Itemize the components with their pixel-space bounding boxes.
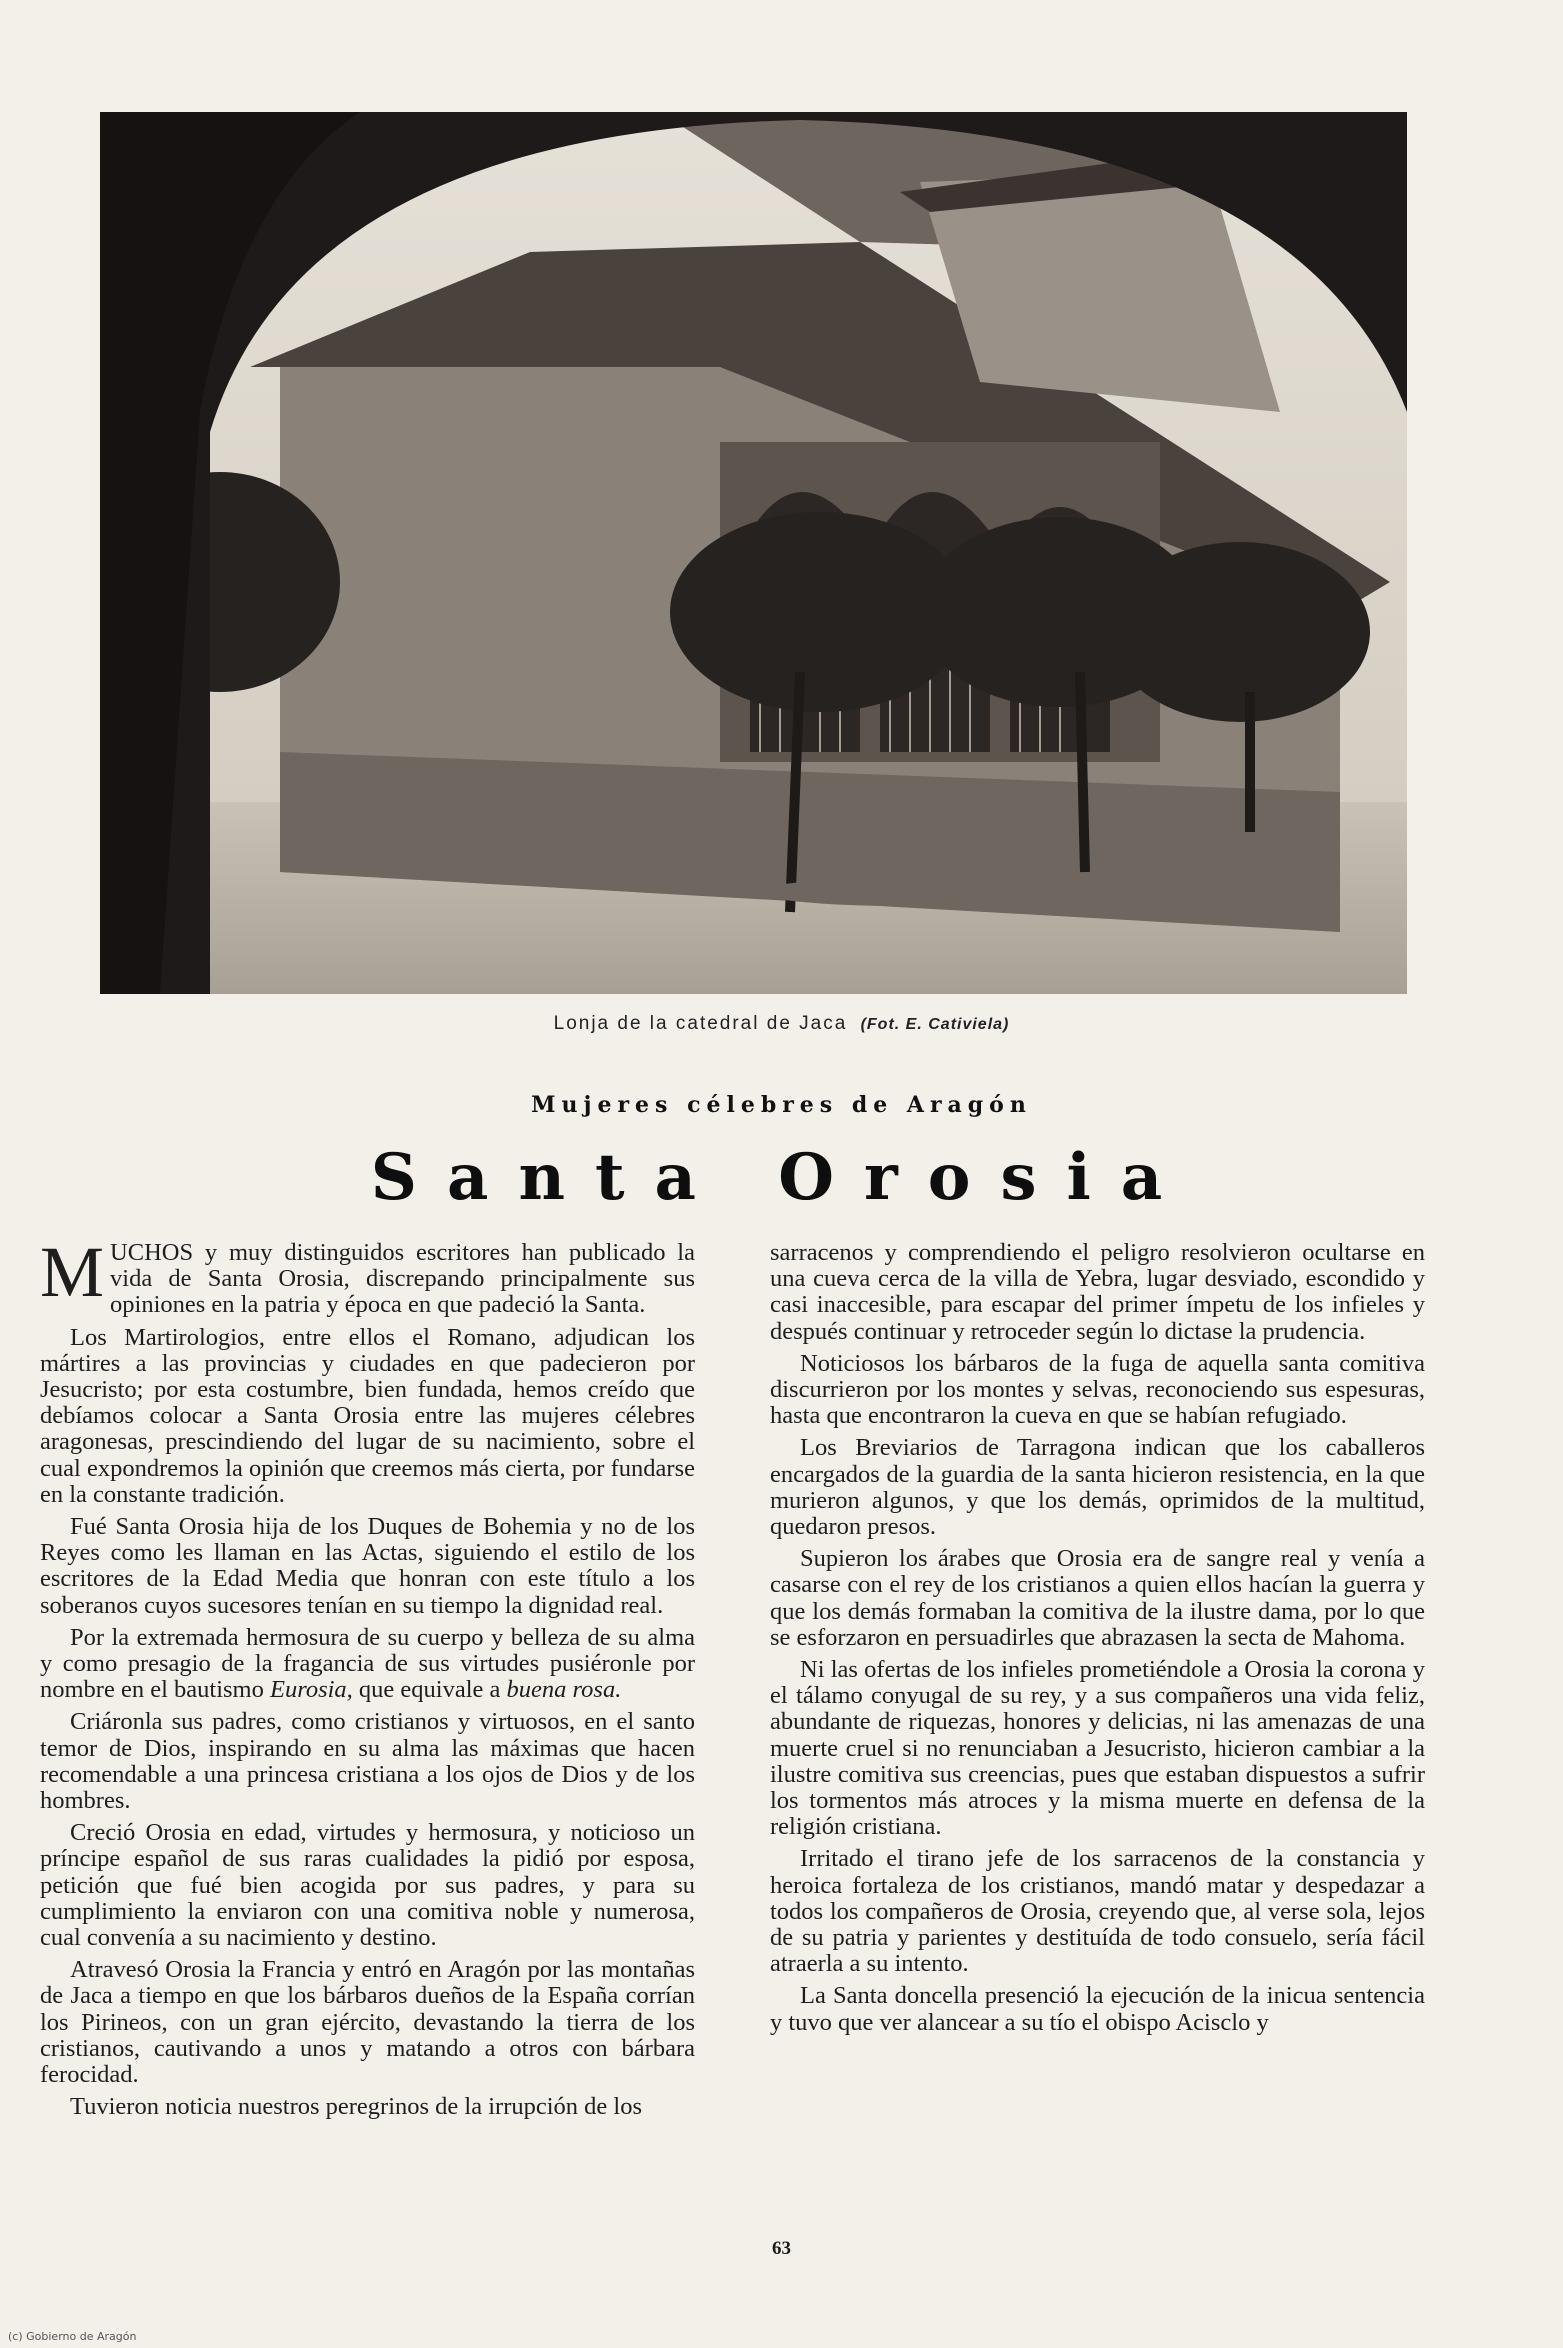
lead-word: UCHOS bbox=[110, 1239, 194, 1266]
caption-text: Lonja de la catedral de Jaca bbox=[553, 1013, 848, 1034]
italic-term: Eurosia, bbox=[269, 1676, 353, 1704]
paragraph: Noticiosos los bárbaros de la fuga de aquella santa comitiva discurrieron por los montes y selvas, reconociendo sus espesuras, hasta que encontraron la cueva en que se habían refugiado. bbox=[770, 1349, 1425, 1430]
copyright-notice: (c) Gobierno de Aragón bbox=[8, 2330, 137, 2343]
paragraph: Criáronla sus padres, como cristianos y virtuosos, en el santo temor de Dios, inspirando en su alma las máximas que hacen recomendable a una princesa cristiana a los ojos de Dios y de los hombres. bbox=[40, 1708, 695, 1815]
article-title: Santa Orosia bbox=[370, 1140, 1193, 1215]
right-column bbox=[770, 1240, 1425, 2042]
paragraph: sarracenos y comprendiendo el peligro resolvieron ocultarse en una cueva cerca de la villa de Yebra, lugar desviado, escondido y casi inaccesible, para escapar del primer ímpetu de los infieles y después continuar y retroceder según lo dictase la prudencia. bbox=[770, 1239, 1425, 1345]
page-number: 63 bbox=[772, 2238, 791, 2259]
paragraph: Tuvieron noticia nuestros peregrinos de la irrupción de los bbox=[70, 2093, 643, 2121]
paragraph: Irritado el tirano jefe de los sarracenos de la constancia y heroica fortaleza de los cristianos, mandó matar y despedazar a todos los compañeros de Orosia, creyendo que, al verse sola, lejos de su patria y parientes y destituída de todo consuelo, sería fácil atraerla a su intento. bbox=[770, 1845, 1425, 1978]
photo-illustration bbox=[100, 112, 1407, 994]
italic-term: buena rosa. bbox=[506, 1676, 622, 1704]
left-column bbox=[40, 1232, 695, 2127]
paragraph: Atravesó Orosia la Francia y entró en Aragón por las montañas de Jaca a tiempo en que los bárbaros dueños de la España corrían los Pirineos, con un gran ejército, devastando la tierra de los cristianos, cautivando a unos y matando a otros con bárbara ferocidad. bbox=[40, 1956, 695, 2089]
paragraph: La Santa doncella presenció la ejecución de la inicua sentencia y tuvo que ver alancear a su tío el obispo Acisclo y bbox=[770, 1982, 1425, 2036]
paragraph: Fué Santa Orosia hija de los Duques de Bohemia y no de los Reyes como les llaman en las Actas, siguiendo el estilo de los escritores de la Edad Media que honran con este título a los soberanos cuyos sucesores tenían en su tiempo la dignidad real. bbox=[40, 1513, 695, 1619]
photo-caption bbox=[0, 1013, 1563, 1035]
paragraph-text: que equivale a bbox=[352, 1676, 507, 1704]
series-title: Mujeres célebres de Aragón bbox=[531, 1092, 1032, 1118]
paragraph bbox=[40, 1625, 695, 1704]
paragraph-text: Por la extremada hermosura de su cuerpo y belleza de su alma y como presagio de la fragancia de sus virtudes pusiéronle por nombre en el bautismo bbox=[40, 1623, 695, 1704]
paragraph: Ni las ofertas de los infieles prometiéndole a Orosia la corona y el tálamo conyugal de su rey, y a sus compañeros una vida feliz, abundante de riquezas, honores y delicias, ni las amenazas de una muerte cruel si no renunciaban a Jesucristo, hicieron cambiar a la ilustre comitiva sus creencias, pues que estaban dispuestos a sufrir los tormentos más atroces y la misma muerte en defensa de la religión cristiana. bbox=[770, 1656, 1425, 1841]
paragraph: Los Martirologios, entre ellos el Romano, adjudican los mártires a las provincias y ciudades en que padecieron por Jesucristo; por esta costumbre, bien fundada, hemos creído que debíamos colocar a Santa Orosia entre las mujeres célebres aragonesas, prescindiendo del lugar de su nacimiento, sobre el cual expondremos la opinión que creemos más cierta, por fundarse en la constante tradición. bbox=[40, 1323, 695, 1508]
paragraph-text: y muy distinguidos escritores han publicado la vida de Santa Orosia, discrepando principalmente sus opiniones en la patria y época en que padeció la Santa. bbox=[110, 1239, 695, 1319]
paragraph: Creció Orosia en edad, virtudes y hermosura, y noticioso un príncipe español de sus raras cualidades la pidió por esposa, petición que fué bien acogida por sus padres, y para su cumplimiento la enviaron con una comitiva noble y numerosa, cual convenía a su nacimiento y destino. bbox=[40, 1819, 695, 1952]
paragraph bbox=[40, 1232, 695, 1319]
photo-credit: (Fot. E. Cativiela) bbox=[860, 1016, 1010, 1033]
cathedral-photo bbox=[100, 112, 1407, 994]
paragraph: Los Breviarios de Tarragona indican que los caballeros encargados de la guardia de la santa hicieron resistencia, en la que murieron algunos, y que los demás, oprimidos de la multitud, quedaron presos. bbox=[770, 1434, 1425, 1541]
drop-cap: M bbox=[40, 1232, 105, 1312]
paragraph: Supieron los árabes que Orosia era de sangre real y venía a casarse con el rey de los cristianos a quien ellos hacían la guerra y que los demás formaban la comitiva de la ilustre dama, por lo que se esforzaron en persuadirles que abrazasen la secta de Mahoma. bbox=[770, 1545, 1425, 1651]
